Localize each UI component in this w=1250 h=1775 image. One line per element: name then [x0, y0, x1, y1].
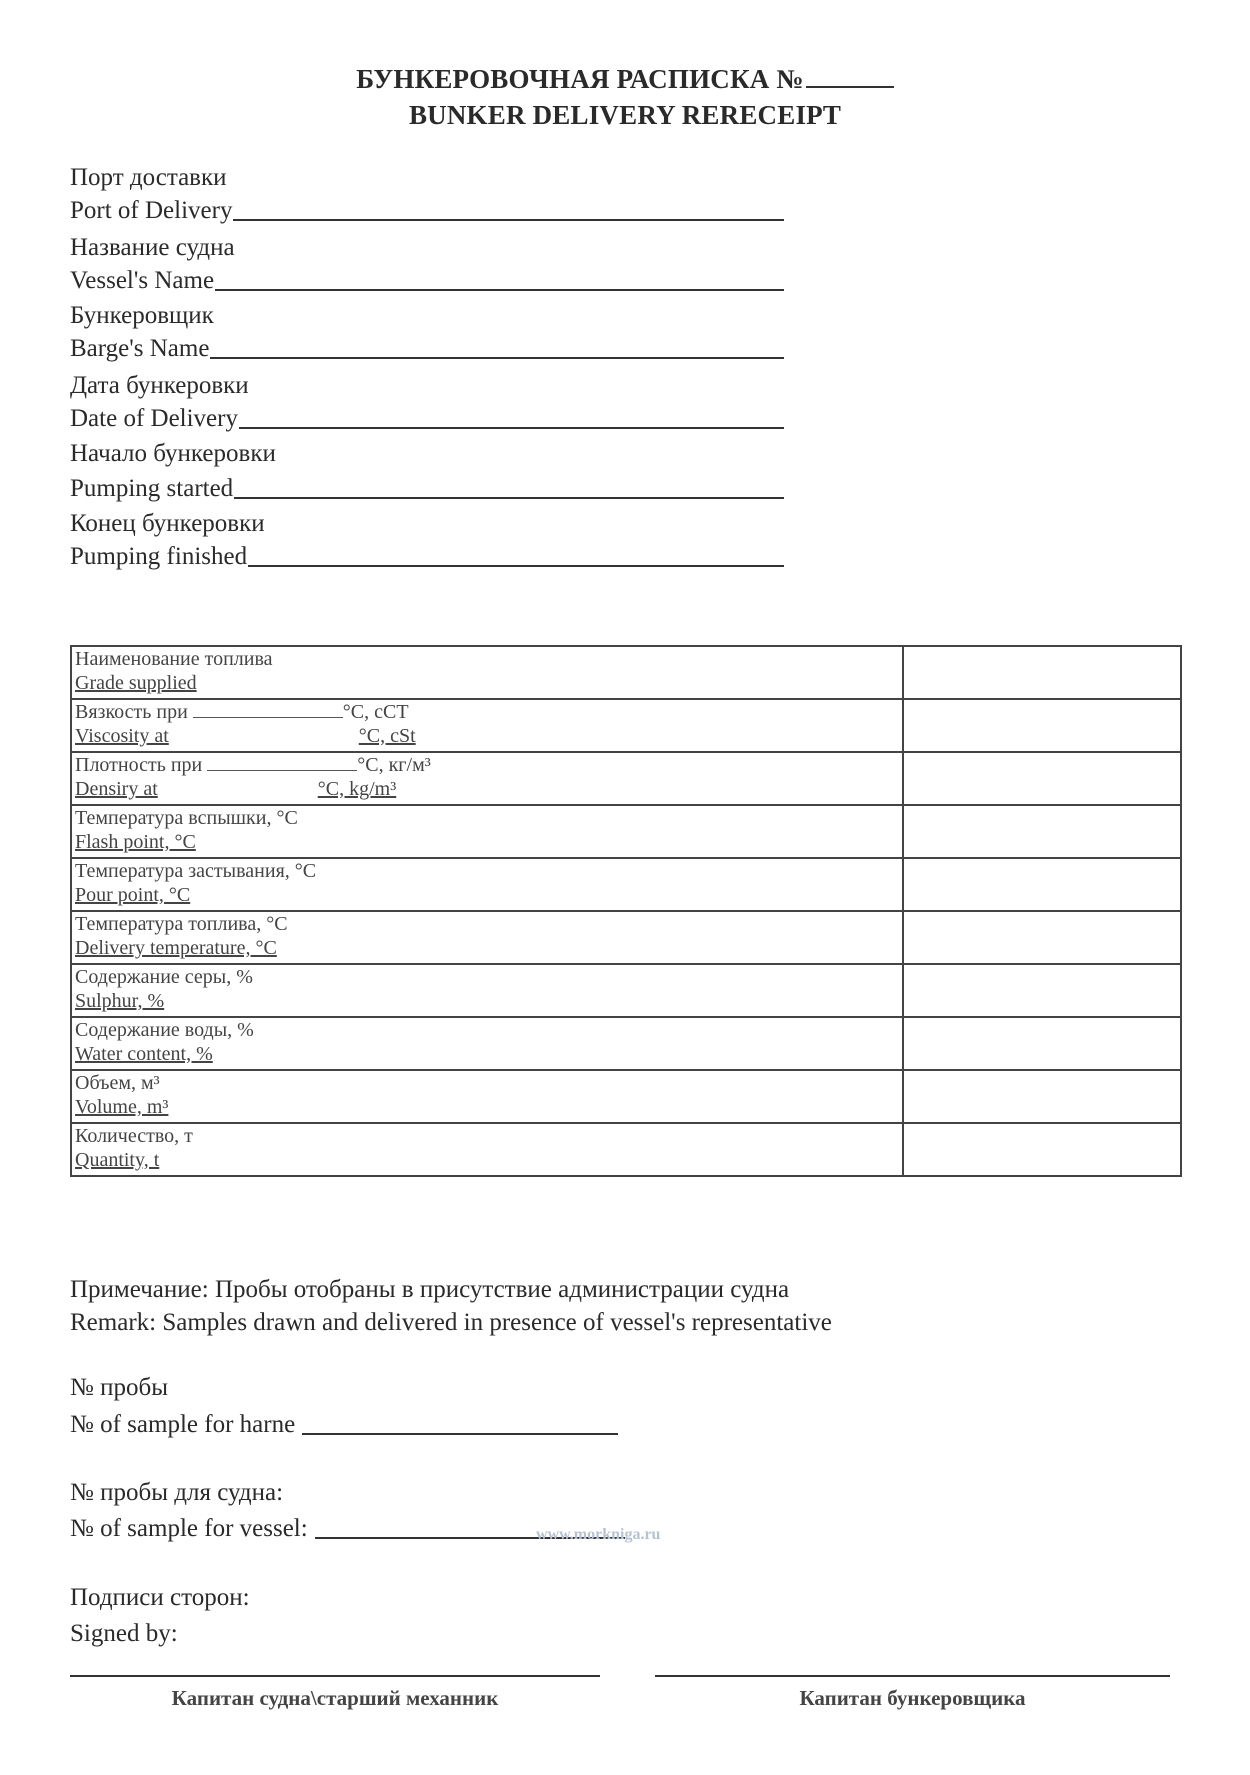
input-line[interactable]	[234, 497, 784, 499]
property-value-cell[interactable]	[903, 646, 1181, 699]
sample-harne-field[interactable]	[70, 1410, 618, 1440]
signatures-label-ru: Подписи сторон:	[70, 1584, 250, 1611]
property-value-cell[interactable]	[903, 752, 1181, 805]
sample-harne-label-ru: № пробы	[70, 1374, 168, 1401]
table-row	[71, 964, 1181, 1017]
sample-harne-label-en: № of sample for harne	[70, 1411, 296, 1438]
date-label-en: Date of Delivery	[70, 405, 238, 432]
property-label-ru	[75, 753, 899, 777]
property-value-cell[interactable]	[903, 1070, 1181, 1123]
label-en: Grade supplied	[75, 672, 197, 694]
property-label-cell	[71, 699, 903, 752]
vessel-label-ru: Название судна	[70, 234, 235, 261]
property-label-cell	[71, 646, 903, 699]
property-label-en	[75, 1095, 899, 1119]
captain-signature-caption: Капитан судна\старший механник	[171, 1686, 499, 1710]
property-value-cell[interactable]	[903, 699, 1181, 752]
property-label-ru	[75, 859, 899, 883]
signatures-label-en: Signed by:	[70, 1620, 178, 1647]
property-value-cell[interactable]	[903, 1123, 1181, 1176]
start-label-ru: Начало бункеровки	[70, 440, 276, 467]
property-value-cell[interactable]	[903, 805, 1181, 858]
date-of-delivery-field[interactable]	[70, 404, 784, 434]
table-row	[71, 699, 1181, 752]
property-label-ru	[75, 1071, 899, 1095]
table-row	[71, 911, 1181, 964]
finish-label-ru: Конец бункеровки	[70, 510, 265, 537]
label-ru: Температура застывания, °C	[75, 860, 317, 882]
barge-captain-signature-caption: Капитан бункеровщика	[799, 1686, 1026, 1710]
label-en: Volume, m³	[75, 1096, 169, 1118]
table-row	[71, 805, 1181, 858]
property-label-en	[75, 671, 899, 695]
label-en: Water content, %	[75, 1043, 213, 1065]
sample-vessel-label-en: № of sample for vessel:	[70, 1515, 308, 1542]
port-of-delivery-field[interactable]	[70, 196, 784, 226]
label-en: Delivery temperature, °C	[75, 937, 277, 959]
watermark: www.morkniga.ru	[536, 1526, 661, 1543]
property-label-ru	[75, 1018, 899, 1042]
property-label-ru	[75, 647, 899, 671]
property-label-ru	[75, 700, 899, 724]
property-label-cell	[71, 1017, 903, 1070]
captain-signature-line[interactable]	[70, 1675, 600, 1677]
start-label-en: Pumping started	[70, 475, 234, 502]
property-label-cell	[71, 752, 903, 805]
property-value-cell[interactable]	[903, 911, 1181, 964]
property-label-cell	[71, 1123, 903, 1176]
input-line[interactable]	[248, 565, 784, 567]
label-ru: Содержание серы, %	[75, 966, 253, 988]
label-ru: Содержание воды, %	[75, 1019, 254, 1041]
pumping-started-field[interactable]	[70, 474, 784, 504]
property-label-en	[75, 724, 899, 748]
property-value-cell[interactable]	[903, 964, 1181, 1017]
property-value-cell[interactable]	[903, 1017, 1181, 1070]
barge-name-field[interactable]	[70, 334, 784, 364]
label-ru: Количество, т	[75, 1125, 193, 1147]
property-label-cell	[71, 1070, 903, 1123]
property-label-ru	[75, 965, 899, 989]
barge-label-ru: Бункеровщик	[70, 302, 214, 329]
property-label-ru	[75, 912, 899, 936]
unit-en: °C, cSt	[358, 725, 416, 747]
property-label-en	[75, 1148, 899, 1172]
label-en: Sulphur, %	[75, 990, 165, 1012]
property-label-en	[75, 830, 899, 854]
label-en: Quantity, t	[75, 1149, 160, 1171]
input-line[interactable]	[302, 1433, 618, 1435]
label-ru: Температура топлива, °C	[75, 913, 288, 935]
property-label-cell	[71, 964, 903, 1017]
vessel-label-en: Vessel's Name	[70, 267, 215, 294]
property-label-en	[75, 936, 899, 960]
label-ru: Вязкость при	[75, 701, 188, 723]
receipt-number-field[interactable]	[806, 64, 894, 88]
title-ru-text: БУНКЕРОВОЧНАЯ РАСПИСКА №	[356, 64, 804, 94]
input-line[interactable]	[210, 357, 784, 359]
table-row	[71, 1017, 1181, 1070]
port-label-en: Port of Delivery	[70, 197, 233, 224]
label-en: Pour point, °C	[75, 884, 191, 906]
date-label-ru: Дата бункеровки	[70, 372, 249, 399]
unit-ru: °C, кг/м³	[357, 754, 431, 776]
fuel-properties-table	[70, 645, 1182, 1177]
table-row	[71, 1123, 1181, 1176]
temperature-blank[interactable]	[207, 754, 357, 771]
label-ru: Температура вспышки, °C	[75, 807, 298, 829]
pumping-finished-field[interactable]	[70, 542, 784, 572]
property-label-en	[75, 777, 899, 801]
property-label-ru	[75, 806, 899, 830]
property-value-cell[interactable]	[903, 858, 1181, 911]
input-line[interactable]	[239, 427, 784, 429]
table-row	[71, 752, 1181, 805]
property-label-en	[75, 989, 899, 1013]
barge-captain-signature-line[interactable]	[655, 1675, 1170, 1677]
label-ru: Наименование топлива	[75, 648, 273, 670]
table-row	[71, 1070, 1181, 1123]
vessel-name-field[interactable]	[70, 266, 784, 296]
barge-label-en: Barge's Name	[70, 335, 210, 362]
label-ru: Плотность при	[75, 754, 203, 776]
property-label-en	[75, 883, 899, 907]
unit-en: °C, kg/m³	[317, 778, 397, 800]
port-label-ru: Порт доставки	[70, 164, 227, 191]
title-ru	[0, 64, 1250, 95]
input-line[interactable]	[215, 289, 784, 291]
remark-en: Remark: Samples drawn and delivered in presence of vessel's representative	[70, 1309, 832, 1336]
table-row	[71, 646, 1181, 699]
label-en: Densiry at	[75, 778, 158, 800]
property-label-cell	[71, 858, 903, 911]
table-row	[71, 858, 1181, 911]
sample-vessel-label-ru: № пробы для судна:	[70, 1479, 284, 1506]
label-ru: Объем, м³	[75, 1072, 160, 1094]
property-label-cell	[71, 805, 903, 858]
finish-label-en: Pumping finished	[70, 543, 248, 570]
unit-ru: °C, сСТ	[342, 701, 409, 723]
temperature-blank[interactable]	[193, 701, 343, 718]
remark-ru: Примечание: Пробы отобраны в присутствие администрации судна	[70, 1276, 790, 1303]
label-en: Flash point, °C	[75, 831, 196, 853]
property-label-ru	[75, 1124, 899, 1148]
property-label-cell	[71, 911, 903, 964]
property-label-en	[75, 1042, 899, 1066]
title-en: BUNKER DELIVERY RERECEIPT	[408, 100, 842, 130]
label-en: Viscosity at	[75, 725, 169, 747]
input-line[interactable]	[233, 219, 784, 221]
